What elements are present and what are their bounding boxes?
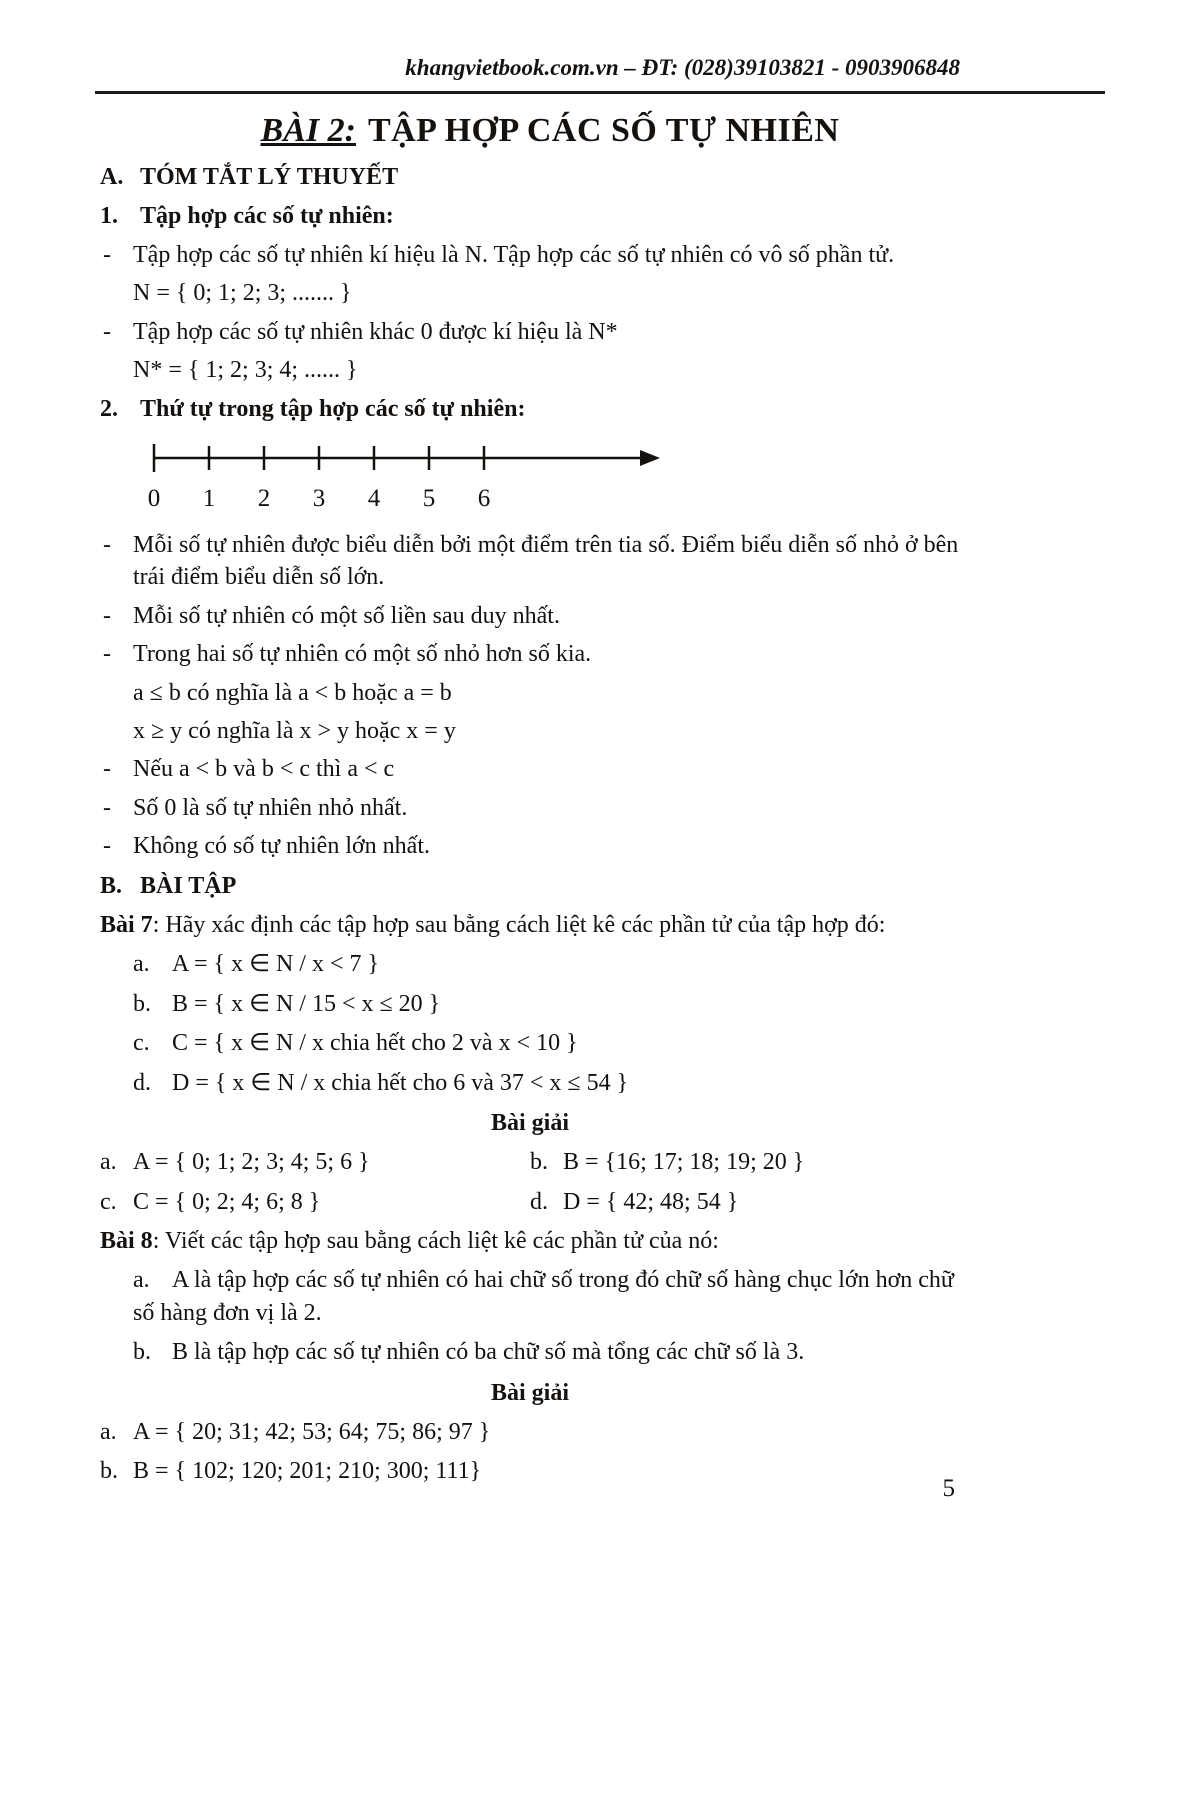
dash-bullet bbox=[100, 529, 960, 594]
answer-d bbox=[530, 1186, 960, 1218]
number-line-svg bbox=[142, 438, 682, 514]
exercise-7-item-d bbox=[100, 1067, 960, 1099]
dash-marker: - bbox=[103, 532, 111, 559]
bullet-text: Tập hợp các số tự nhiên khác 0 được kí hiệu là N* bbox=[133, 318, 618, 345]
bullet-text: Mỗi số tự nhiên có một số liền sau duy nhất. bbox=[133, 602, 560, 629]
exercise-7-answers-row-2 bbox=[100, 1186, 960, 1218]
bullet-text: Số 0 là số tự nhiên nhỏ nhất. bbox=[133, 794, 408, 821]
lesson-name: TẬP HỢP CÁC SỐ TỰ NHIÊN bbox=[367, 112, 840, 150]
dash-bullet bbox=[100, 316, 960, 348]
tick-label: 1 bbox=[202, 484, 216, 512]
header-divider bbox=[95, 91, 1105, 94]
formula-text: N* = { 1; 2; 3; 4; ...... } bbox=[133, 356, 358, 383]
section-a-heading-text: TÓM TẮT LÝ THUYẾT bbox=[140, 163, 399, 190]
exercise-8-item-a bbox=[100, 1264, 960, 1329]
exercise-8-solution-heading: Bài giải bbox=[490, 1379, 569, 1406]
answer-marker: a. bbox=[100, 1149, 117, 1176]
item-marker: b. bbox=[133, 990, 151, 1017]
lesson-number-label: BÀI 2: bbox=[260, 112, 356, 150]
exercise-7-intro bbox=[100, 909, 960, 941]
exercise-8-intro bbox=[100, 1225, 960, 1257]
header-contact: khangvietbook.com.vn – ĐT: (028)39103821 - 0903906848 bbox=[405, 55, 960, 80]
item-text: A = { x ∈ N / x < 7 } bbox=[172, 951, 380, 978]
answer-marker: b. bbox=[530, 1149, 548, 1176]
exercise-7-item-c bbox=[100, 1027, 960, 1059]
page-number: 5 bbox=[942, 1475, 955, 1502]
item-marker: a. bbox=[133, 1267, 150, 1294]
answer-marker: d. bbox=[530, 1188, 548, 1215]
answer-text: D = { 42; 48; 54 } bbox=[563, 1188, 739, 1215]
answer-text: B = { 102; 120; 201; 210; 300; 111} bbox=[133, 1458, 482, 1485]
exercise-8-intro-text: : Viết các tập hợp sau bằng cách liệt kê các phần tử của nó: bbox=[152, 1228, 719, 1255]
theory-item-2-marker: 2. bbox=[100, 396, 118, 423]
section-b-heading-text: BÀI TẬP bbox=[140, 872, 237, 899]
dash-bullet bbox=[100, 753, 960, 785]
exercise-8-item-b bbox=[100, 1336, 960, 1368]
bullet-text: Nếu a < b và b < c thì a < c bbox=[133, 756, 395, 783]
answer-text: B = {16; 17; 18; 19; 20 } bbox=[563, 1149, 805, 1176]
answer-b bbox=[530, 1146, 960, 1178]
formula-line bbox=[100, 677, 960, 709]
answer-marker: b. bbox=[100, 1458, 118, 1485]
answer-text: A = { 20; 31; 42; 53; 64; 75; 86; 97 } bbox=[133, 1419, 491, 1446]
item-text: D = { x ∈ N / x chia hết cho 6 và 37 < x ≤ 54 } bbox=[172, 1069, 629, 1096]
item-text: B = { x ∈ N / 15 < x ≤ 20 } bbox=[172, 990, 441, 1017]
dash-bullet bbox=[100, 600, 960, 632]
dash-marker: - bbox=[103, 641, 111, 668]
formula-line bbox=[100, 354, 960, 386]
answer-marker: a. bbox=[100, 1419, 117, 1446]
exercise-8-answer-a bbox=[100, 1416, 960, 1448]
item-text: B là tập hợp các số tự nhiên có ba chữ số mà tổng các chữ số là 3. bbox=[172, 1339, 805, 1366]
exercise-7-solution-heading: Bài giải bbox=[490, 1109, 569, 1136]
number-line-arrowhead bbox=[640, 450, 660, 466]
bullet-text: Không có số tự nhiên lớn nhất. bbox=[133, 833, 430, 860]
answer-c bbox=[100, 1186, 530, 1218]
item-marker: a. bbox=[133, 951, 150, 978]
number-line-figure bbox=[142, 438, 960, 523]
answer-a bbox=[100, 1146, 530, 1178]
section-a-heading bbox=[100, 161, 960, 193]
item-text: C = { x ∈ N / x chia hết cho 2 và x < 10 } bbox=[172, 1030, 578, 1057]
exercise-8-answer-b bbox=[100, 1455, 960, 1487]
lesson-title bbox=[100, 108, 960, 154]
item-marker: b. bbox=[133, 1339, 151, 1366]
item-marker: d. bbox=[133, 1069, 151, 1096]
section-b-marker: B. bbox=[100, 872, 123, 899]
answer-text: C = { 0; 2; 4; 6; 8 } bbox=[133, 1188, 321, 1215]
exercise-7-item-b bbox=[100, 988, 960, 1020]
dash-bullet bbox=[100, 830, 960, 862]
dash-marker: - bbox=[103, 794, 111, 821]
formula-text: a ≤ b có nghĩa là a < b hoặc a = b bbox=[133, 679, 452, 706]
theory-item-2-heading-text: Thứ tự trong tập hợp các số tự nhiên: bbox=[140, 396, 526, 423]
formula-text: x ≥ y có nghĩa là x > y hoặc x = y bbox=[133, 718, 456, 745]
tick-label: 6 bbox=[477, 484, 491, 512]
exercise-8-label: Bài 8 bbox=[100, 1228, 153, 1255]
formula-line bbox=[100, 715, 960, 747]
theory-item-1-marker: 1. bbox=[100, 203, 118, 230]
dash-marker: - bbox=[103, 602, 111, 629]
dash-marker: - bbox=[103, 756, 111, 783]
answer-marker: c. bbox=[100, 1188, 117, 1215]
dash-marker: - bbox=[103, 241, 111, 268]
tick-label: 2 bbox=[257, 484, 271, 512]
tick-label: 3 bbox=[312, 484, 326, 512]
exercise-7-answers-row-1 bbox=[100, 1146, 960, 1178]
bullet-text: Tập hợp các số tự nhiên kí hiệu là N. Tập hợp các số tự nhiên có vô số phần tử. bbox=[133, 241, 895, 268]
dash-bullet bbox=[100, 239, 960, 271]
dash-bullet bbox=[100, 638, 960, 670]
dash-marker: - bbox=[103, 833, 111, 860]
formula-text: N = { 0; 1; 2; 3; ....... } bbox=[133, 280, 352, 307]
item-text: A là tập hợp các số tự nhiên có hai chữ số trong đó chữ số hàng chục lớn hơn chữ số hàng đơn vị là 2. bbox=[133, 1267, 954, 1326]
tick-label: 5 bbox=[422, 484, 436, 512]
dash-bullet bbox=[100, 792, 960, 824]
item-marker: c. bbox=[133, 1030, 150, 1057]
tick-label: 4 bbox=[367, 484, 381, 512]
answer-text: A = { 0; 1; 2; 3; 4; 5; 6 } bbox=[133, 1149, 370, 1176]
theory-item-2-heading bbox=[100, 393, 960, 425]
theory-item-1-heading-text: Tập hợp các số tự nhiên: bbox=[140, 203, 394, 230]
section-b-heading bbox=[100, 870, 960, 902]
section-a-marker: A. bbox=[100, 163, 124, 190]
theory-item-1-heading bbox=[100, 200, 960, 232]
exercise-7-intro-text: : Hãy xác định các tập hợp sau bằng cách liệt kê các phần tử của tập hợp đó: bbox=[152, 911, 886, 938]
exercise-7-label: Bài 7 bbox=[100, 911, 153, 938]
dash-marker: - bbox=[103, 318, 111, 345]
bullet-text: Mỗi số tự nhiên được biểu diễn bởi một điểm trên tia số. Điểm biểu diễn số nhỏ ở bên trái điểm biểu diễn số lớn. bbox=[133, 532, 959, 591]
formula-line bbox=[100, 277, 960, 309]
tick-label: 0 bbox=[147, 484, 161, 512]
exercise-7-item-a bbox=[100, 948, 960, 980]
bullet-text: Trong hai số tự nhiên có một số nhỏ hơn số kia. bbox=[133, 641, 592, 668]
